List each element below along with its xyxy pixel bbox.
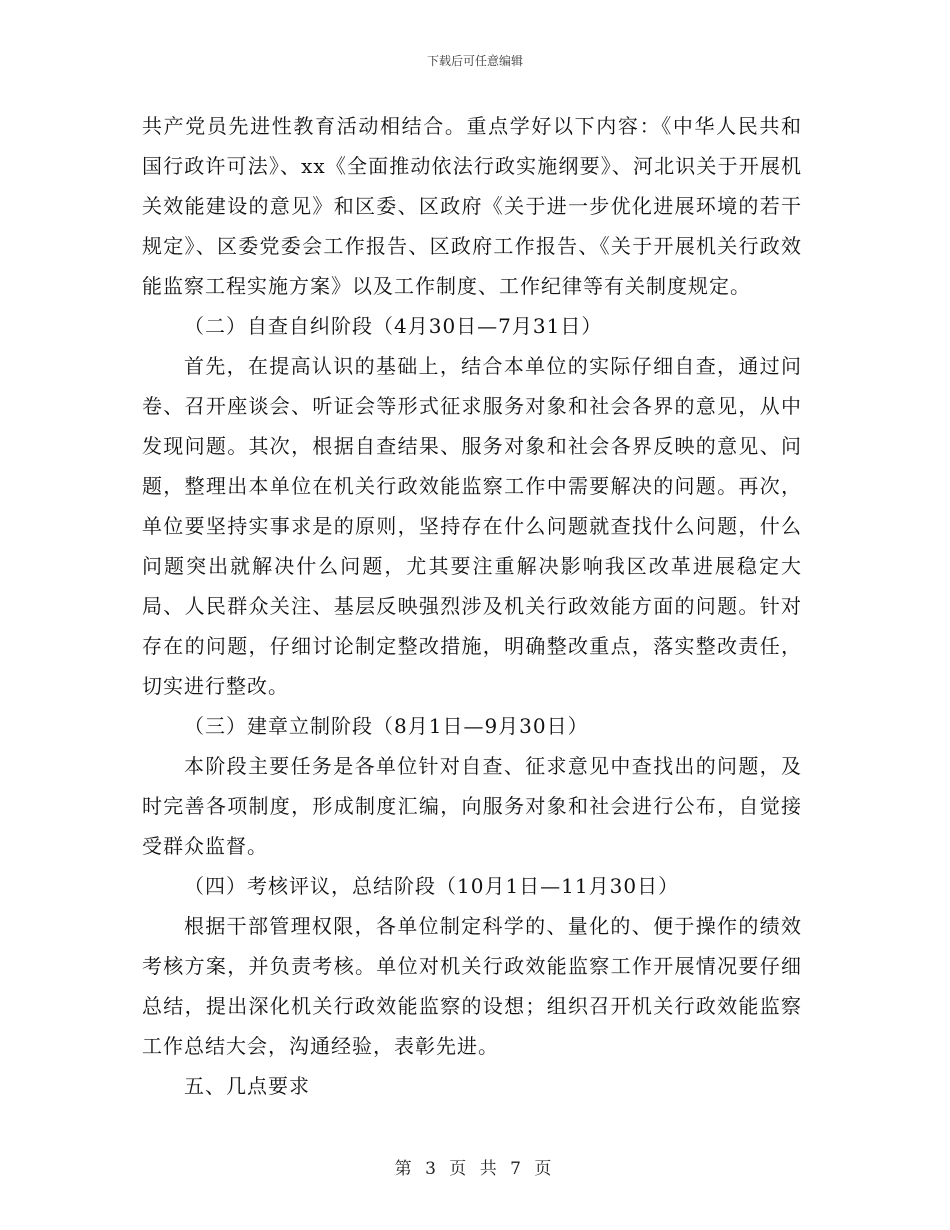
section-heading-requirements: 五、几点要求 xyxy=(184,1074,310,1098)
paragraph-assessment: 根据干部管理权限，各单位制定科学的、量化的、便于操作的绩效考核方案，并负责考核。单位对机关行政效能监察工作开展情况要仔细总结，提出深化机关行政效能监察的设想；组织召开机关行政效能监察工作总结大会，沟通经验，表彰先进。 xyxy=(142,914,802,1058)
paragraph-continuation: 共产党员先进性教育活动相结合。重点学好以下内容：《中华人民共和国行政许可法》、xx《全面推动依法行政实施纲要》、河北识关于开展机关效能建设的意见》和区委、区政府《关于进一步优化进展环境的若干规定》、区委党委会工作报告、区政府工作报告、《关于开展机关行政效能监察工程实施方案》以及工作制度、工作纪律等有关制度规定。 xyxy=(142,114,802,298)
page-header: 下载后可任意编辑 xyxy=(426,54,523,68)
paragraph-self-check: 首先，在提高认识的基础上，结合本单位的实际仔细自查，通过问卷、召开座谈会、听证会等形式征求服务对象和社会各界的意见，从中发现问题。其次，根据自查结果、服务对象和社会各界反映的意见、问题，整理出本单位在机关行政效能监察工作中需要解决的问题。再次，单位要坚持实事求是的原则，坚持存在什么问题就查找什么问题，什么问题突出就解决什么问题，尤其要注重解决影响我区改革进展稳定大局、人民群众关注、基层反映强烈涉及机关行政效能方面的问题。针对存在的问题，仔细讨论制定整改措施，明确整改重点，落实整改责任，切实进行整改。 xyxy=(142,354,802,698)
paragraph-rules: 本阶段主要任务是各单位针对自查、征求意见中查找出的问题，及时完善各项制度，形成制度汇编，向服务对象和社会进行公布，自觉接受群众监督。 xyxy=(142,754,802,858)
page-number-footer: 第 3 页 共 7 页 xyxy=(394,1159,556,1179)
section-heading-assessment: （四）考核评议，总结阶段（10月1日—11月30日） xyxy=(184,874,680,898)
section-heading-rules: （三）建章立制阶段（8月1日—9月30日） xyxy=(184,714,589,738)
section-heading-self-check: （二）自查自纠阶段（4月30日—7月31日） xyxy=(184,314,603,338)
document-body xyxy=(142,106,802,1106)
